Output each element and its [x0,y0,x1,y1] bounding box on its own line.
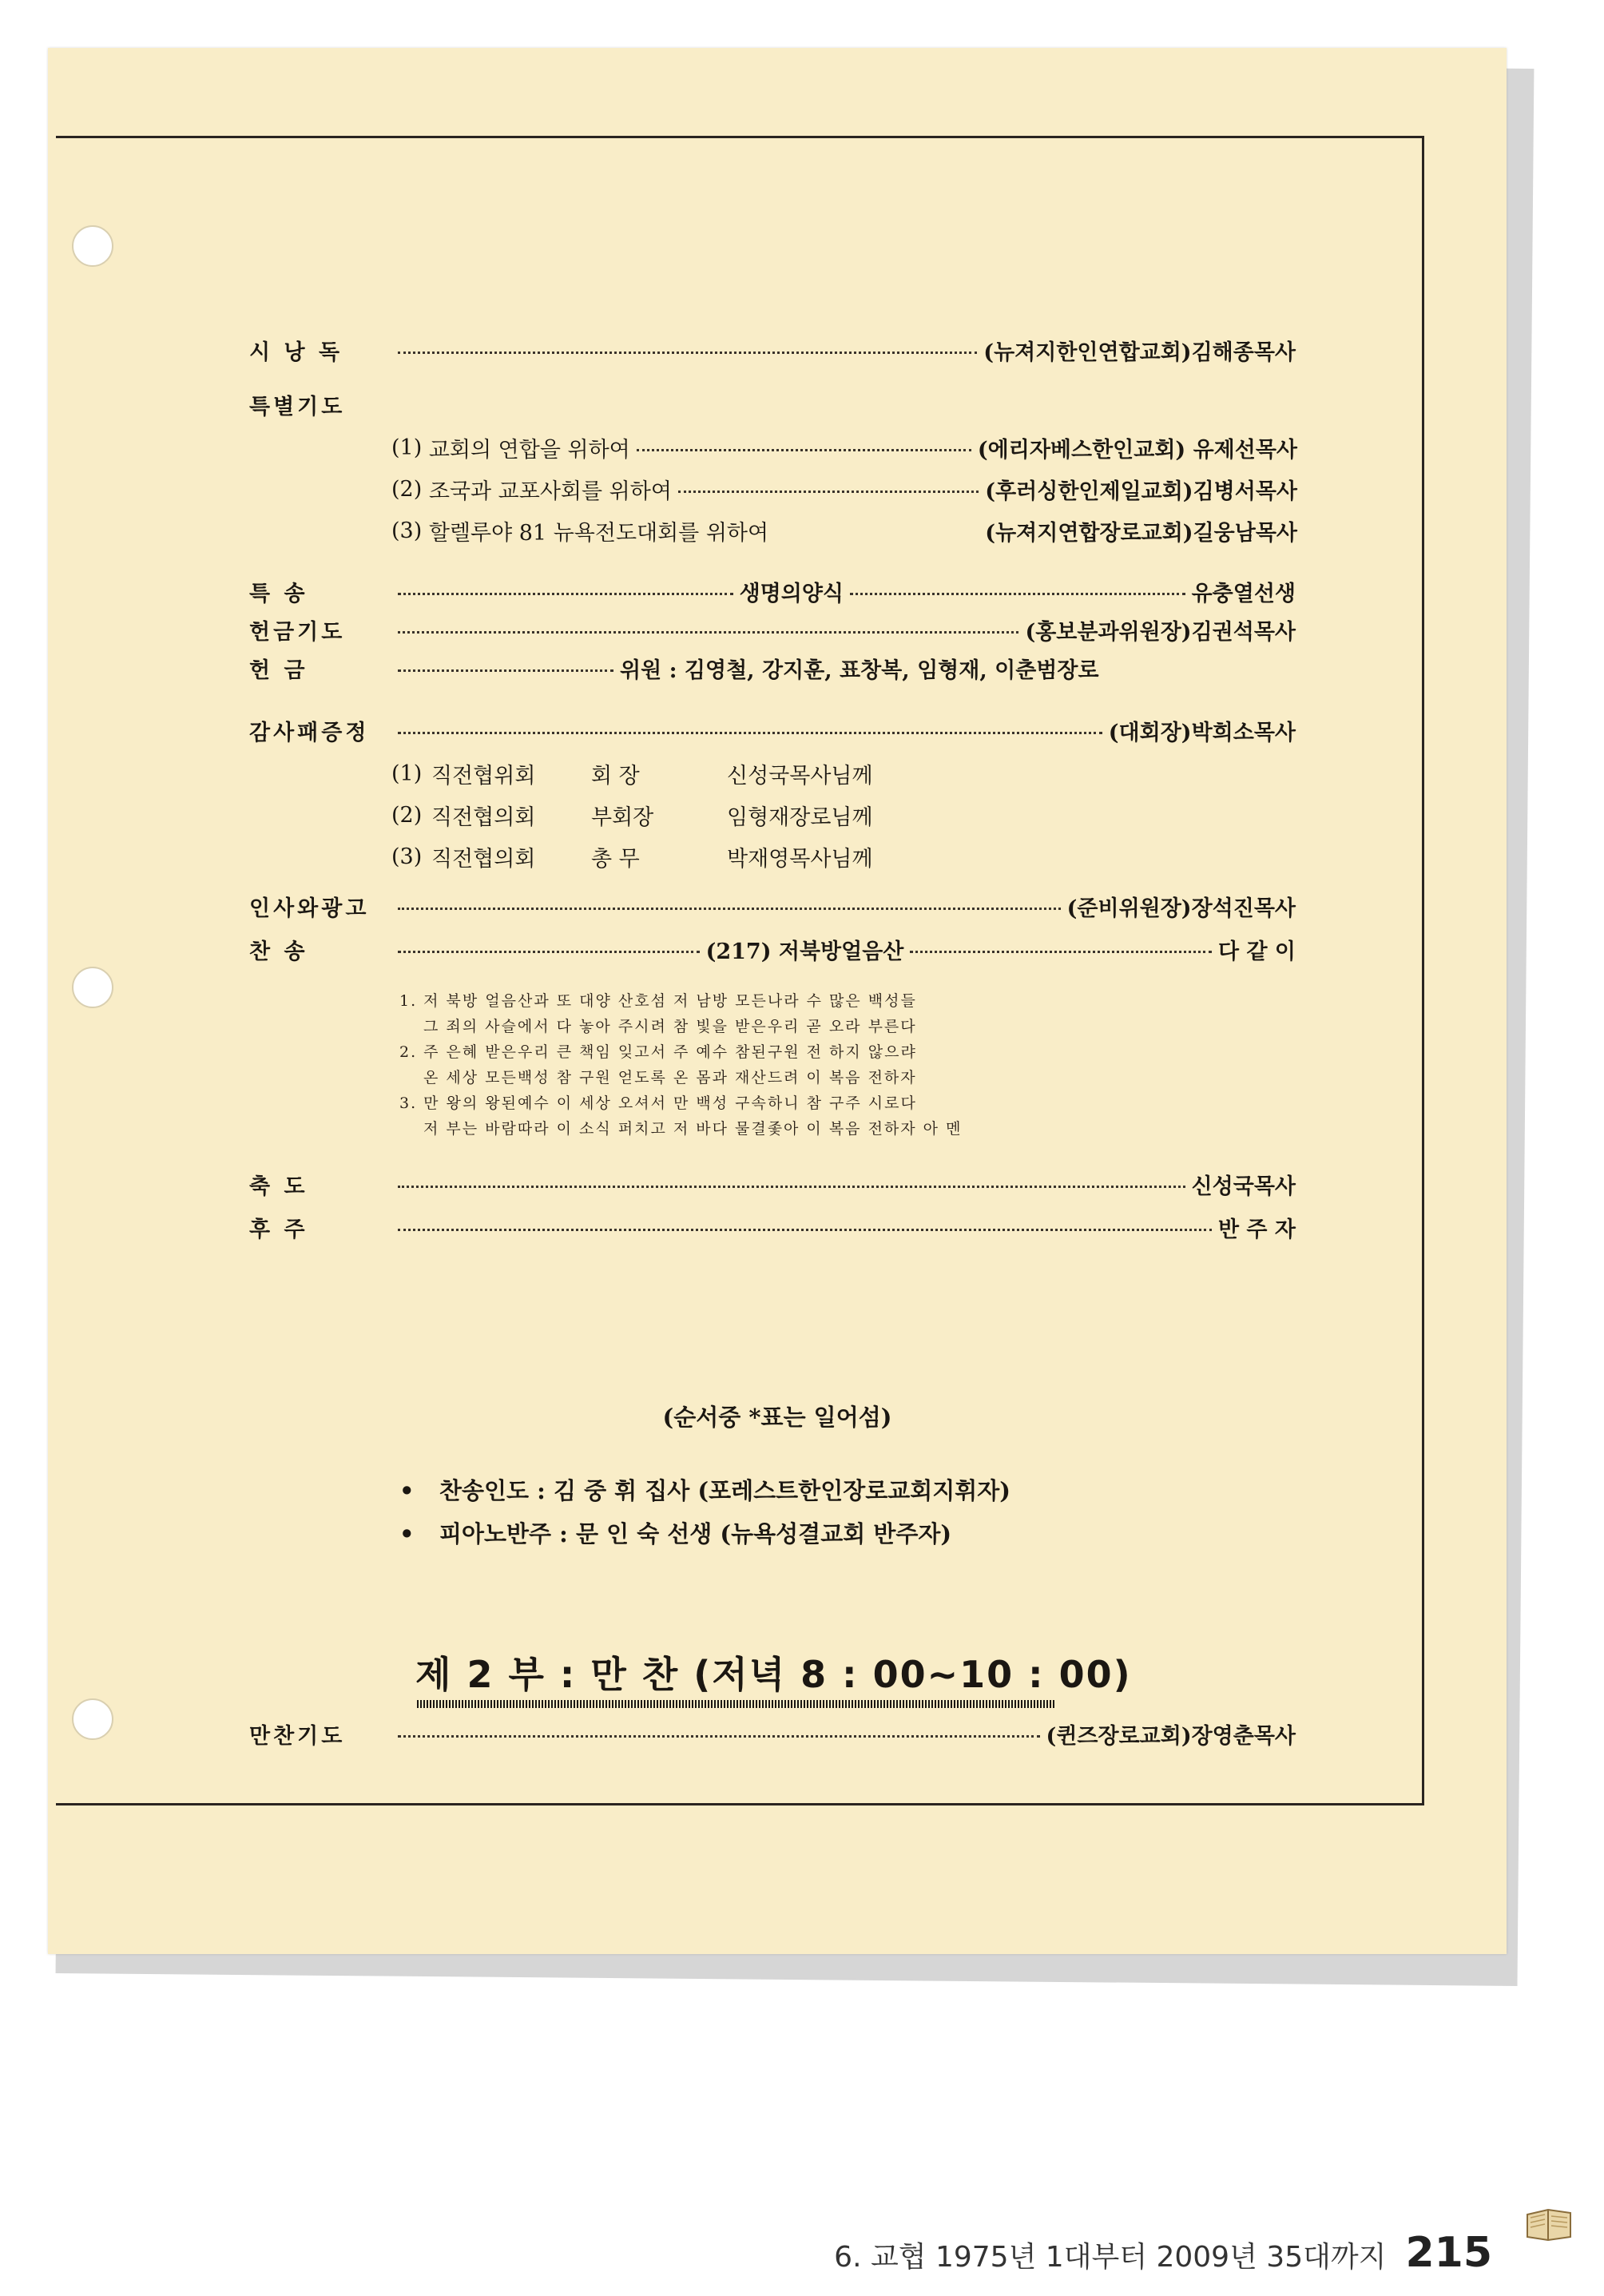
bullet-icon: • [399,1477,415,1504]
leader-dots [398,631,1018,634]
plaque-role: 부회장 [591,804,654,830]
program-label: 특별기도 [249,394,346,419]
prayer-item [391,471,1297,506]
leader-dots [678,491,979,493]
item-number: (2) [391,476,423,502]
plaque-role: 총 무 [591,846,640,872]
program-label: 찬 송 [249,939,308,964]
program-label: 감사패증정 [249,720,370,745]
page-footer [834,2229,1492,2277]
prayer-leader: (에리자베스한인교회) 유제선목사 [977,437,1297,463]
plaque-recipient: 임형재장로님께 [727,804,873,830]
plaque-item [391,839,873,874]
credit-text: 피아노반주 : 문 인 숙 선생 (뉴욕성결교회 반주자) [439,1520,952,1547]
heading-underline [417,1700,1056,1708]
leader-dots [850,593,1185,595]
program-row-benediction [249,1166,1296,1202]
program-row-plaque [249,713,1296,748]
plaque-item [391,756,873,791]
program-row-postlude [249,1210,1296,1245]
program-person: 다 같 이 [1217,939,1296,964]
book-icon [1524,2207,1574,2243]
program-row-special-song [249,574,1296,609]
item-number: (1) [391,761,423,786]
program-person: (대회장)박희소목사 [1108,720,1296,745]
prayer-title: 조국과 교포사회를 위하여 [428,479,672,504]
program-person: (뉴져지한인연합교회)김해종목사 [983,340,1296,365]
program-row-special-prayer [249,387,1296,422]
program-person: (퀸즈장로교회)장영춘목사 [1046,1723,1296,1749]
program-label: 후 주 [249,1217,308,1242]
program-person: 위원 : 김영철, 강지훈, 표창복, 임형재, 이춘범장로 [620,657,1099,683]
hymn-lyric-line: 3. 만 왕의 왕된예수 이 세상 오셔서 만 백성 구속하니 참 구주 시로다 [399,1094,917,1112]
item-number: (2) [391,802,423,828]
prayer-title: 할렐루야 81 뉴욕전도대회를 위하여 [428,520,769,546]
song-title: 생명의양식 [739,581,844,606]
footer-section-title: 6. 교협 1975년 1대부터 2009년 35대까지 [834,2241,1387,2274]
leader-dots [398,669,613,672]
leader-dots [398,1229,1212,1231]
item-number: (3) [391,518,423,543]
hymn-lyric-line: 온 세상 모든백성 참 구원 얻도록 온 몸과 재산드려 이 복음 전하자 [423,1069,917,1086]
program-row-reading [249,332,1296,367]
hymn-lyric-line: 1. 저 북방 얼음산과 또 대양 산호섬 저 남방 모든나라 수 많은 백성들 [399,992,917,1010]
leader-dots [398,352,977,354]
leader-dots [398,593,733,595]
program-label: 인사와광고 [249,896,370,921]
plaque-item [391,797,873,832]
program-label: 축 도 [249,1174,308,1199]
hymn-lyric-line: 그 죄의 사슬에서 다 놓아 주시려 참 빛을 받은우리 곧 오라 부른다 [423,1018,917,1035]
program-label: 특 송 [249,581,308,606]
prayer-title: 교회의 연합을 위하여 [428,437,630,463]
prayer-item [391,430,1297,465]
program-person: (홍보분과위원장)김권석목사 [1025,619,1296,645]
leader-dots [398,908,1061,910]
prayer-leader: (후러싱한인제일교회)김병서목사 [985,479,1297,504]
leader-dots [398,951,700,953]
program-label: 헌금기도 [249,619,346,645]
leader-dots [398,1735,1040,1738]
part2-heading: 제 2 부 : 만 찬 (저녁 8 : 00~10 : 00) [415,1653,1132,1696]
program-label: 만찬기도 [249,1723,346,1749]
plaque-role: 회 장 [591,763,640,789]
leader-dots [910,951,1212,953]
leader-dots [637,449,971,451]
plaque-org: 직전협위회 [431,763,536,789]
bullet-icon: • [399,1520,415,1547]
credit-line [399,1473,1010,1506]
program-row-hymn [249,932,1296,967]
program-row-offering [249,650,1296,685]
program-person: 신성국목사 [1191,1174,1296,1199]
program-person: 반 주 자 [1217,1217,1296,1242]
plaque-org: 직전협의회 [431,846,536,872]
program-person: 유충열선생 [1191,581,1296,606]
item-number: (3) [391,844,423,869]
prayer-leader: (뉴져지연합장로교회)길웅남목사 [985,520,1297,546]
plaque-recipient: 박재영목사님께 [727,846,873,872]
leader-dots [398,1186,1185,1188]
document-page [48,48,1507,1954]
program-row-dinner-prayer [249,1716,1296,1751]
program-label: 시 낭 독 [249,340,343,365]
credit-text: 찬송인도 : 김 중 휘 집사 (포레스트한인장로교회지휘자) [439,1477,1011,1504]
hymn-title: (217) 저북방얼음산 [705,939,904,964]
plaque-org: 직전협의회 [431,804,536,830]
program-row-greetings [249,888,1296,924]
program-person: (준비위원장)장석진목사 [1066,896,1296,921]
item-number: (1) [391,435,423,460]
credit-line [399,1516,951,1549]
prayer-item [391,513,1297,548]
plaque-recipient: 신성국목사님께 [727,763,873,789]
hymn-lyric-line: 저 부는 바람따라 이 소식 퍼치고 저 바다 물결좇아 이 복음 전하자 아 멘 [423,1120,963,1138]
program-row-offering-prayer [249,612,1296,647]
program-label: 헌 금 [249,657,308,683]
leader-dots [398,732,1102,734]
page-number: 215 [1405,2229,1492,2277]
standing-note: (순서중 *표는 일어섬) [662,1404,892,1431]
hymn-lyric-line: 2. 주 은혜 받은우리 큰 책임 잊고서 주 예수 참된구원 전 하지 않으랴 [399,1043,917,1061]
